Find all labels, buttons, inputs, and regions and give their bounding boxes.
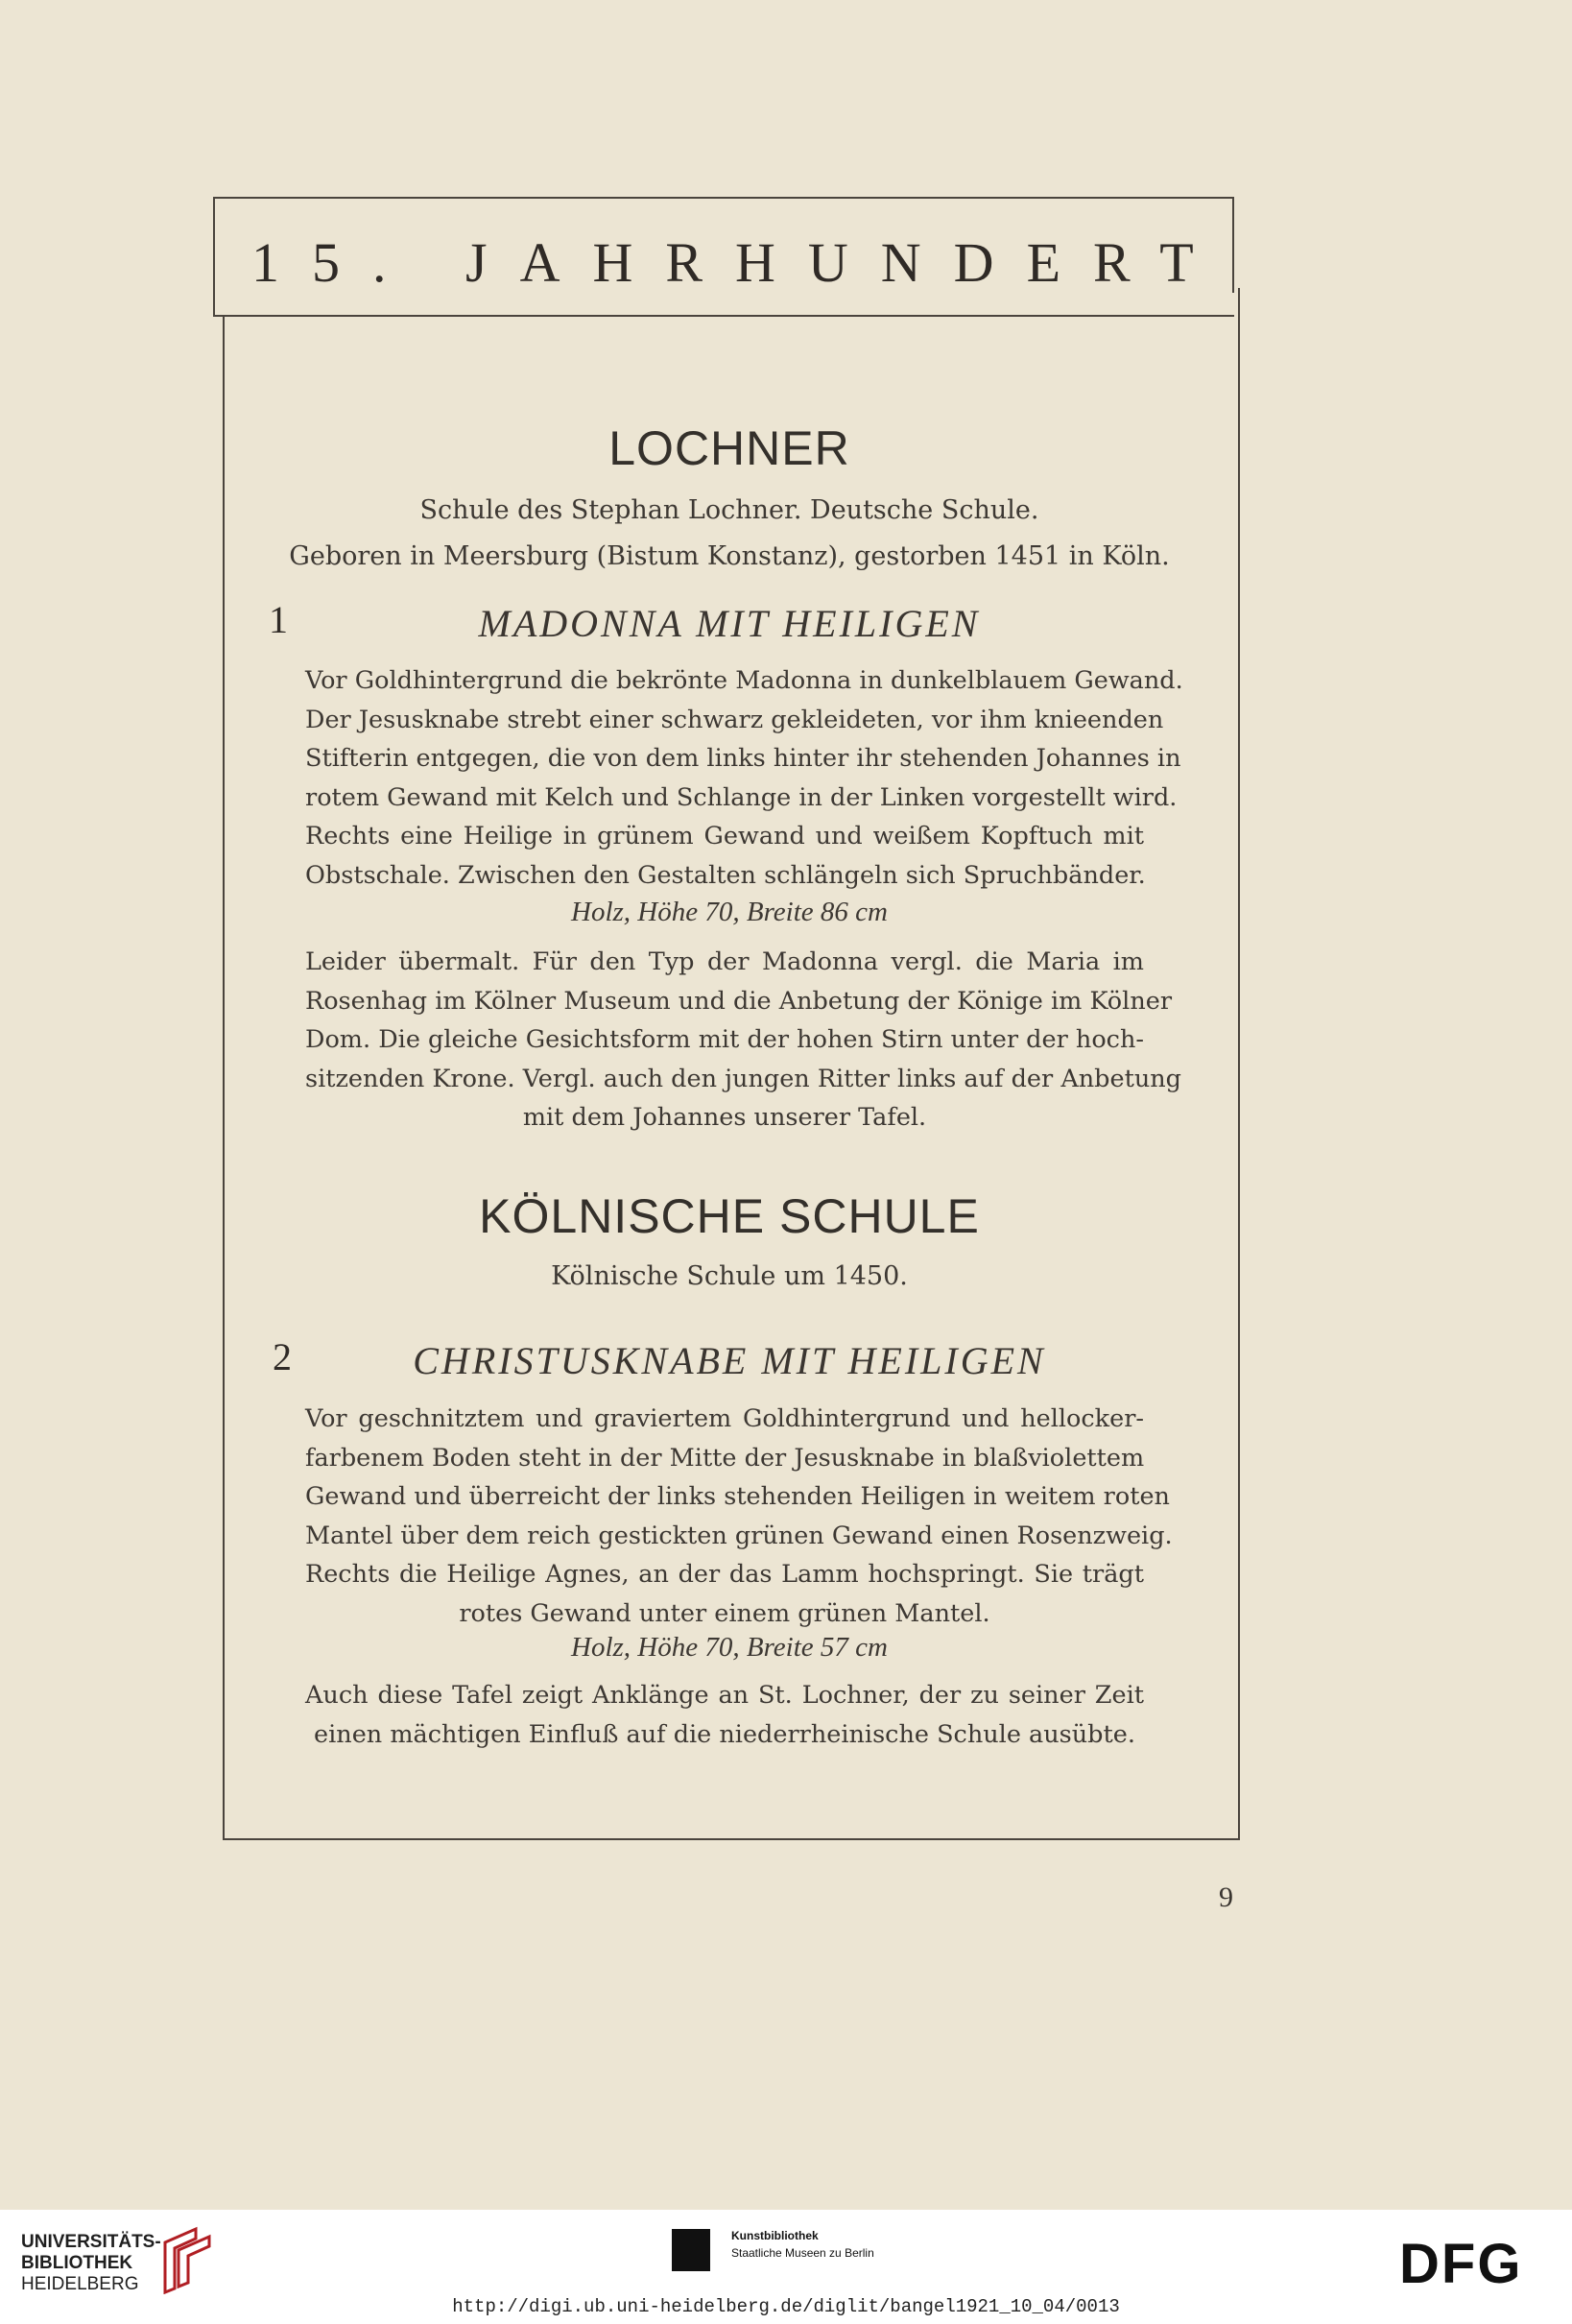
kb-name: Kunstbibliothek [731, 2229, 819, 2242]
century-heading: 15. JAHRHUNDERT [251, 231, 1227, 294]
bio-lochner: Geboren in Meersburg (Bistum Konstanz), gestorben 1451 in Köln. [289, 541, 1170, 571]
artist-heading-lochner: LOCHNER [608, 421, 850, 475]
frame-line-right-header [1232, 197, 1234, 293]
artwork-title-2: CHRISTUSKNABE MIT HEILIGEN [413, 1339, 1046, 1382]
dimensions-2: Holz, Höhe 70, Breite 57 cm [571, 1632, 888, 1663]
notes-1-line: Rosenhag im Kölner Museum und die Anbetung der Könige im Kölner [305, 986, 1173, 1016]
dimensions-1: Holz, Höhe 70, Breite 86 cm [571, 897, 888, 927]
description-1-line: Vor Goldhintergrund die bekrönte Madonna in dunkelblauem Gewand. [305, 666, 1183, 695]
frame-line-top [213, 197, 1234, 199]
notes-2-line: Auch diese Tafel zeigt Anklänge an St. Lochner, der zu seiner Zeit [305, 1681, 1144, 1710]
dfg-logo: DFG [1399, 2233, 1523, 2295]
description-1-line: Rechts eine Heilige in grünem Gewand und weißem Kopftuch mit [305, 822, 1144, 851]
notes-2 [305, 1676, 1144, 1754]
notes-1-line: Leider übermalt. Für den Typ der Madonna vergl. die Maria im [305, 947, 1144, 976]
ub-line-2: BIBLIOTHEK [21, 2253, 133, 2273]
school-koelnische: Kölnische Schule um 1450. [551, 1261, 908, 1291]
description-2-line: Mantel über dem reich gestickten grünen Gewand einen Rosenzweig. [305, 1521, 1173, 1550]
catalog-number-2: 2 [273, 1335, 292, 1378]
ub-line-3: HEIDELBERG [21, 2274, 139, 2294]
notes-1-line: Dom. Die gleiche Gesichtsform mit der hohen Stirn unter der hoch- [305, 1025, 1144, 1054]
notes-1-line: mit dem Johannes unserer Tafel. [522, 1103, 927, 1132]
artwork-title-1: MADONNA MIT HEILIGEN [478, 602, 981, 645]
catalog-number-1: 1 [269, 598, 288, 641]
description-2-line: farbenem Boden steht in der Mitte der Jesusknabe in blaßviolettem [305, 1443, 1145, 1473]
notes-1-line: sitzenden Krone. Vergl. auch den jungen Ritter links auf der Anbetung [305, 1064, 1181, 1093]
frame-line-right [1238, 288, 1240, 1838]
permalink-url[interactable]: http://digi.ub.uni-heidelberg.de/diglit/bangel1921_10_04/0013 [452, 2296, 1120, 2317]
description-1 [305, 661, 1183, 895]
page-number: 9 [1219, 1881, 1233, 1913]
frame-line-left-header [213, 197, 215, 317]
ub-line-1: UNIVERSITÄTS- [21, 2232, 161, 2252]
notes-1 [305, 943, 1181, 1138]
kunstbibliothek-wordmark [731, 2227, 874, 2262]
header-rule [213, 315, 1234, 317]
artist-heading-koelnische: KÖLNISCHE SCHULE [479, 1189, 980, 1243]
frame-line-bottom [223, 1838, 1240, 1840]
description-2 [305, 1400, 1173, 1633]
school-lochner: Schule des Stephan Lochner. Deutsche Schule. [419, 495, 1039, 525]
description-2-line: Vor geschnitztem und graviertem Goldhintergrund und hellocker- [305, 1404, 1144, 1433]
description-1-line: Obstschale. Zwischen den Gestalten schlängeln sich Spruchbänder. [305, 860, 1146, 890]
notes-2-line: einen mächtigen Einfluß auf die niederrheinische Schule ausübte. [314, 1719, 1135, 1749]
description-1-line: Stifterin entgegen, die von dem links hinter ihr stehenden Johannes in [305, 744, 1181, 773]
frame-line-left [223, 317, 225, 1838]
description-1-line: rotem Gewand mit Kelch und Schlange in der Linken vorgestellt wird. [305, 782, 1178, 812]
ub-logo-icon [157, 2225, 215, 2294]
kb-sub: Staatliche Museen zu Berlin [731, 2246, 874, 2260]
description-2-line: Gewand und überreicht der links stehenden Heiligen in weitem roten [305, 1482, 1170, 1511]
description-2-line: Rechts die Heilige Agnes, an der das Lamm hochspringt. Sie trägt [305, 1560, 1144, 1589]
ub-heidelberg-wordmark [21, 2232, 161, 2295]
kunstbibliothek-logo-icon [672, 2229, 710, 2271]
description-2-line: rotes Gewand unter einem grünen Mantel. [459, 1598, 990, 1628]
description-1-line: Der Jesusknabe strebt einer schwarz gekleideten, vor ihm knieenden [305, 705, 1164, 734]
